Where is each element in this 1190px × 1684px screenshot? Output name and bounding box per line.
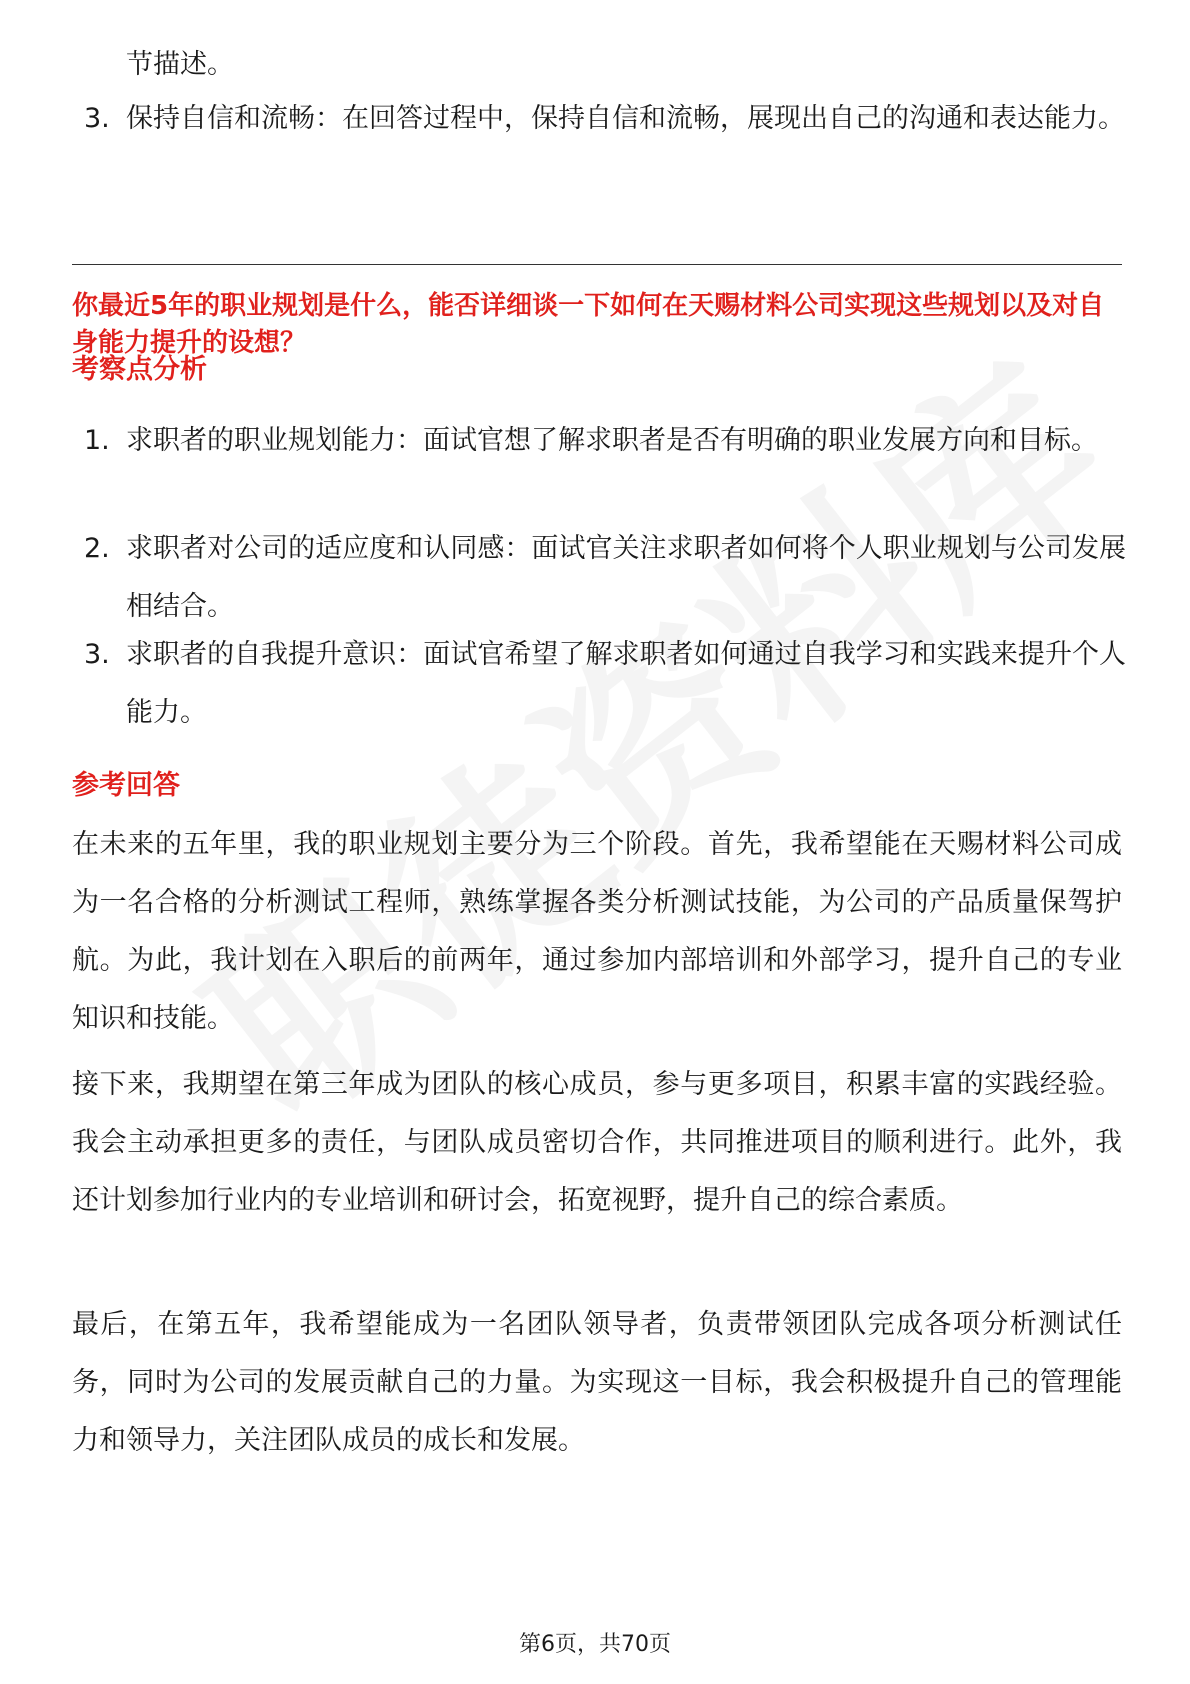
list-text: 求职者对公司的适应度和认同感：面试官关注求职者如何将个人职业规划与公司发展相结合。: [126, 533, 1126, 622]
answer-title: 参考回答: [72, 770, 180, 801]
document-page: [72, 0, 1126, 1684]
list-number: 3.: [84, 639, 110, 670]
list-number: 2.: [84, 533, 110, 564]
answer-paragraph: 在未来的五年里，我的职业规划主要分为三个阶段。首先，我希望能在天赐材料公司成为一名合格的分析测试工程师，熟练掌握各类分析测试技能，为公司的产品质量保驾护航。为此，我计划在入职后的前两年，通过参加内部培训和外部学习，提升自己的专业知识和技能。: [72, 829, 1122, 1034]
section-divider: [72, 264, 1122, 265]
answer-paragraph: 最后，在第五年，我希望能成为一名团队领导者，负责带领团队完成各项分析测试任务，同时为公司的发展贡献自己的力量。为实现这一目标，我会积极提升自己的管理能力和领导力，关注团队成员的成长和发展。: [72, 1309, 1122, 1456]
list-text: 求职者的职业规划能力：面试官想了解求职者是否有明确的职业发展方向和目标。: [126, 425, 1098, 456]
page-number: 第6页，共70页: [519, 1632, 671, 1657]
analysis-title: 考察点分析: [72, 354, 207, 385]
list-continuation: 节描述。: [126, 49, 234, 80]
list-number: 3.: [84, 103, 110, 134]
answer-paragraph: 接下来，我期望在第三年成为团队的核心成员，参与更多项目，积累丰富的实践经验。我会主动承担更多的责任，与团队成员密切合作，共同推进项目的顺利进行。此外，我还计划参加行业内的专业培训和研讨会，拓宽视野，提升自己的综合素质。: [72, 1069, 1122, 1216]
list-number: 1.: [84, 425, 110, 456]
list-text: 保持自信和流畅：在回答过程中，保持自信和流畅，展现出自己的沟通和表达能力。: [126, 103, 1125, 134]
question-heading: 你最近5年的职业规划是什么，能否详细谈一下如何在天赐材料公司实现这些规划以及对自身能力提升的设想？: [72, 291, 1105, 358]
list-text: 求职者的自我提升意识：面试官希望了解求职者如何通过自我学习和实践来提升个人能力。: [126, 639, 1126, 728]
